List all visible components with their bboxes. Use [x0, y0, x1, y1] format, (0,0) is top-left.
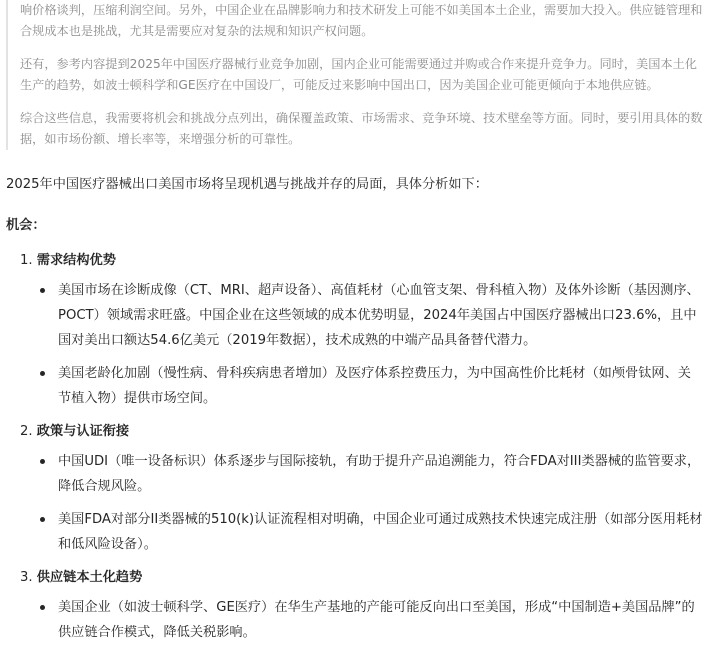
bullet-item	[6, 507, 711, 557]
reasoning-paragraph: 响价格谈判，压缩利润空间。另外，中国企业在品牌影响力和技术研发上可能不如美国本土企业，需要加大投入。供应链管理和合规成本也是挑战，尤其是需要应对复杂的法规和知识产权问题。	[20, 3, 703, 38]
reasoning-block	[6, 0, 706, 150]
answer-block	[6, 172, 711, 653]
bullet-text: 中国UDI（唯一设备标识）体系逐步与国际接轨，有助于提升产品追溯能力，符合FDA对III类器械的监管要求，降低合规风险。	[58, 454, 701, 494]
bullet-list	[6, 595, 711, 645]
reasoning-paragraph: 综合这些信息，我需要将机会和挑战分点列出，确保覆盖政策、市场需求、竞争环境、技术壁垒等方面。同时，要引用具体的数据，如市场份额、增长率等，来增强分析的可靠性。	[20, 111, 703, 146]
section-title	[6, 419, 711, 445]
bullet-text: 美国企业（如波士顿科学、GE医疗）在华生产基地的产能可能反向出口至美国，形成“中国制造+美国品牌”的供应链合作模式，降低关税影响。	[58, 600, 695, 640]
bullet-dot-icon	[40, 288, 45, 293]
section-name: 供应链本土化趋势	[36, 570, 143, 585]
section-item	[6, 565, 711, 645]
bullet-dot-icon	[40, 459, 45, 464]
reasoning-paragraph: 还有，参考内容提到2025年中国医疗器械行业竞争加剧，国内企业可能需要通过并购或合作来提升竞争力。同时，美国本土化生产的趋势，如波士顿科学和GE医疗在中国设厂，可能反过来影响中国出口，因为美国企业可能更倾向于本地供应链。	[20, 57, 697, 92]
bullet-text: 美国老龄化加剧（慢性病、骨科疾病患者增加）及医疗体系控费压力，为中国高性价比耗材（如颅骨钛网、关节植入物）提供市场空间。	[58, 366, 691, 406]
bullet-dot-icon	[40, 605, 45, 610]
section-title	[6, 248, 711, 274]
section-title	[6, 565, 711, 591]
bullet-item	[6, 449, 711, 499]
bullet-item	[6, 278, 711, 353]
section-name: 需求结构优势	[36, 253, 116, 268]
answer-intro: 2025年中国医疗器械出口美国市场将呈现机遇与挑战并存的局面，具体分析如下：	[6, 177, 488, 192]
section-item	[6, 419, 711, 557]
bullet-list	[6, 278, 711, 411]
section-number: 2.	[20, 424, 33, 439]
bullet-dot-icon	[40, 517, 45, 522]
section-number: 3.	[20, 570, 33, 585]
bullet-list	[6, 449, 711, 557]
bullet-item	[6, 361, 711, 411]
bullet-text: 美国FDA对部分II类器械的510(k)认证流程相对明确，中国企业可通过成熟技术快速完成注册（如部分医用耗材和低风险设备）。	[58, 512, 703, 552]
bullet-dot-icon	[40, 371, 45, 376]
section-name: 政策与认证衔接	[36, 424, 130, 439]
bullet-item	[6, 595, 711, 645]
opportunities-heading: 机会：	[6, 218, 46, 233]
opportunity-sections	[6, 248, 711, 645]
section-number: 1.	[20, 253, 33, 268]
bullet-text: 美国市场在诊断成像（CT、MRI、超声设备）、高值耗材（心血管支架、骨科植入物）及体外诊断（基因测序、POCT）领域需求旺盛。中国企业在这些领域的成本优势明显，2024年美国占中国医疗器械出口23.6%，且中国对美出口额达54.6亿美元（2019年数据），技术成熟的中端产品具备替代潜力。	[58, 283, 700, 348]
section-item	[6, 248, 711, 411]
